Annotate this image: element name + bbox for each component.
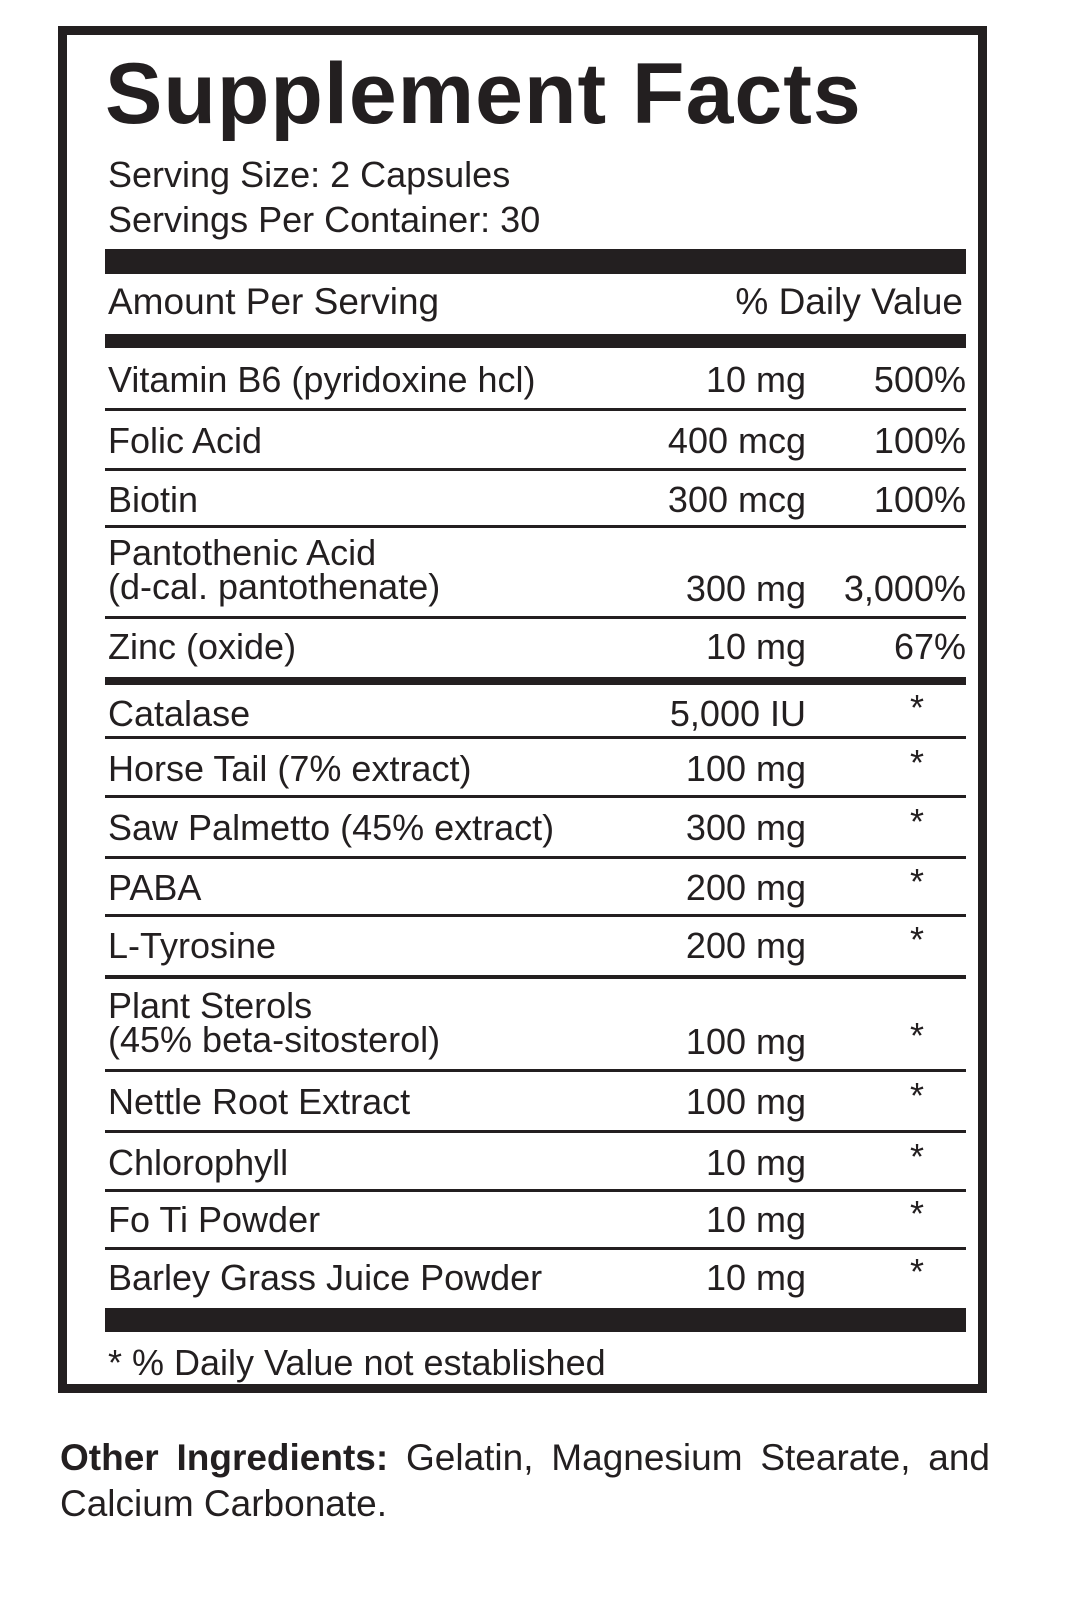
other-ingredients-label: Other Ingredients:	[60, 1437, 389, 1478]
table-row	[105, 917, 966, 979]
ingredient-name-line1: PABA	[108, 867, 202, 908]
ingredient-name	[108, 867, 202, 908]
ingredient-name-line1: Biotin	[108, 479, 199, 520]
table-row	[105, 619, 966, 685]
table-row	[105, 1133, 966, 1192]
table-row	[105, 1072, 966, 1133]
ingredient-name	[108, 807, 555, 848]
table-row	[105, 859, 966, 917]
table-row	[105, 685, 966, 739]
ingredient-name	[108, 925, 277, 966]
amount-per-serving-label: Amount Per Serving	[108, 281, 440, 322]
ingredient-daily-value: *	[909, 919, 924, 960]
ingredient-name-line1: Catalase	[108, 693, 251, 734]
ingredient-amount: 10 mg	[705, 626, 806, 667]
ingredient-daily-value: 500%	[873, 359, 966, 400]
daily-value-label: % Daily Value	[735, 281, 963, 322]
ingredient-amount: 10 mg	[705, 1199, 806, 1240]
table-row	[105, 1192, 966, 1250]
ingredient-name	[108, 985, 441, 1060]
ingredient-daily-value: 100%	[873, 479, 966, 520]
table-row	[105, 528, 966, 619]
column-header	[108, 283, 963, 320]
ingredient-amount: 10 mg	[705, 1257, 806, 1298]
ingredient-name-line1: Plant Sterols	[108, 985, 313, 1026]
ingredient-daily-value: *	[909, 1251, 924, 1292]
ingredient-daily-value: *	[909, 861, 924, 902]
ingredient-name	[108, 693, 251, 734]
ingredient-name-line1: Chlorophyll	[108, 1142, 289, 1183]
ingredient-name	[108, 748, 472, 789]
servings-per-container: Servings Per Container: 30	[108, 199, 541, 240]
ingredient-name-line1: Pantothenic Acid	[108, 532, 377, 573]
ingredient-name-line1: Zinc (oxide)	[108, 626, 297, 667]
ingredient-name	[108, 532, 441, 607]
ingredient-name	[108, 359, 536, 400]
ingredient-daily-value: *	[909, 1015, 924, 1056]
ingredient-name	[108, 479, 199, 520]
serving-size: Serving Size: 2 Capsules	[108, 154, 511, 195]
footnote: * % Daily Value not established	[108, 1342, 606, 1383]
ingredient-amount: 100 mg	[685, 1081, 806, 1122]
ingredient-amount: 5,000 IU	[669, 693, 806, 734]
header-divider	[105, 334, 966, 348]
table-row	[105, 798, 966, 859]
ingredient-daily-value: *	[909, 742, 924, 783]
table-row	[105, 348, 966, 411]
top-thick-divider	[105, 249, 966, 274]
ingredient-amount: 100 mg	[685, 1021, 806, 1062]
ingredient-name-line1: Barley Grass Juice Powder	[108, 1257, 543, 1298]
ingredient-daily-value: *	[909, 801, 924, 842]
table-row	[105, 411, 966, 471]
ingredient-amount: 300 mg	[685, 807, 806, 848]
ingredient-amount: 10 mg	[705, 1142, 806, 1183]
ingredient-amount: 200 mg	[685, 925, 806, 966]
ingredient-name-line2: (45% beta-sitosterol)	[108, 1019, 441, 1060]
ingredient-name-line1: L-Tyrosine	[108, 925, 277, 966]
ingredient-daily-value: 100%	[873, 420, 966, 461]
table-row	[105, 979, 966, 1072]
ingredient-name	[108, 626, 297, 667]
panel-title: Supplement Facts	[105, 46, 862, 142]
ingredient-amount: 10 mg	[705, 359, 806, 400]
other-ingredients	[60, 1435, 990, 1527]
ingredient-amount: 300 mg	[685, 568, 806, 609]
ingredient-name-line1: Horse Tail (7% extract)	[108, 748, 472, 789]
table-row	[105, 1250, 966, 1308]
ingredient-name-line1: Vitamin B6 (pyridoxine hcl)	[108, 359, 536, 400]
ingredient-name-line1: Nettle Root Extract	[108, 1081, 411, 1122]
supplement-facts-panel	[58, 26, 987, 1393]
ingredient-daily-value: *	[909, 687, 924, 728]
ingredient-name	[108, 1199, 321, 1240]
ingredient-name	[108, 420, 263, 461]
ingredient-amount: 100 mg	[685, 748, 806, 789]
ingredient-daily-value: 67%	[893, 626, 966, 667]
ingredient-name-line2: (d-cal. pantothenate)	[108, 566, 441, 607]
ingredient-daily-value: 3,000%	[843, 568, 966, 609]
ingredient-name	[108, 1142, 289, 1183]
ingredient-name	[108, 1081, 411, 1122]
table-row	[105, 471, 966, 528]
bottom-thick-divider	[105, 1308, 966, 1332]
ingredient-name-line1: Saw Palmetto (45% extract)	[108, 807, 555, 848]
ingredient-daily-value: *	[909, 1075, 924, 1116]
table-row	[105, 739, 966, 798]
ingredient-name	[108, 1257, 543, 1298]
ingredient-daily-value: *	[909, 1193, 924, 1234]
ingredient-daily-value: *	[909, 1136, 924, 1177]
other-ingredients-text: Gelatin, Magnesium Stearate, and Calcium Carbonate.	[60, 1437, 990, 1524]
ingredient-name-line1: Folic Acid	[108, 420, 263, 461]
ingredient-amount: 200 mg	[685, 867, 806, 908]
ingredient-amount: 400 mcg	[667, 420, 806, 461]
ingredient-amount: 300 mcg	[667, 479, 806, 520]
ingredient-name-line1: Fo Ti Powder	[108, 1199, 321, 1240]
